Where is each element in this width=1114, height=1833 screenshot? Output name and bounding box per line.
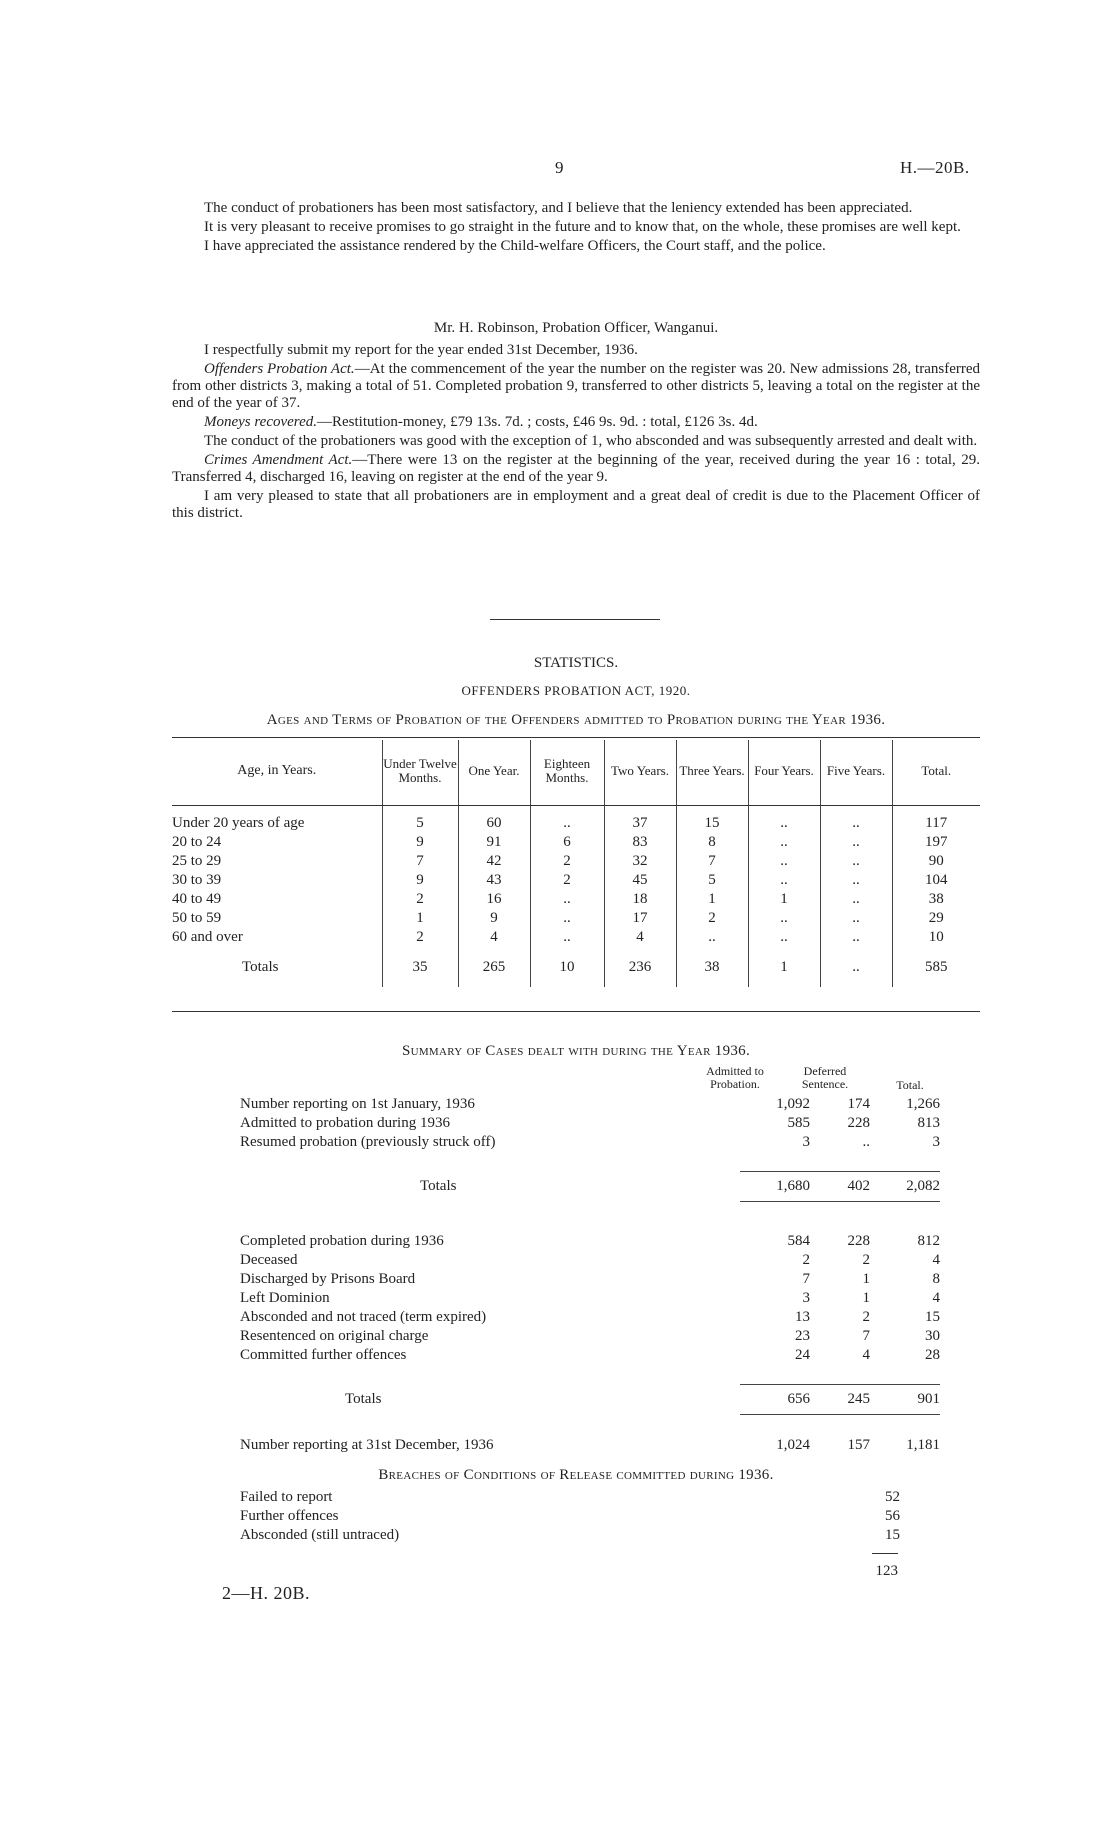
table-bottom-rule (172, 1011, 980, 1012)
cell-value: .. (820, 871, 892, 890)
col-header-deferred: Deferred Sentence. (801, 1064, 849, 1091)
cell-value: 174 (847, 1096, 870, 1112)
cell-value: 38 (892, 890, 980, 909)
cell-value: 812 (917, 1232, 940, 1249)
cell-value: 245 (810, 1384, 880, 1414)
cell-value: 9 (382, 833, 458, 852)
cell-value: 1 (748, 947, 820, 987)
cell-value: 4 (932, 1289, 940, 1306)
table-row (240, 1308, 940, 1327)
cell-value: 265 (458, 947, 530, 987)
row-label: Resumed probation (previously struck off) (240, 1134, 496, 1150)
cell-value: 157 (847, 1437, 870, 1453)
table-row (240, 1232, 940, 1251)
spacer-row (172, 802, 980, 814)
cell-value: 35 (382, 947, 458, 987)
cell-value: 28 (925, 1346, 940, 1363)
cell-value: 2 (676, 909, 748, 928)
cell-value: .. (530, 814, 604, 833)
row-label: Under 20 years of age (172, 815, 305, 831)
cell-value: 3 (932, 1134, 940, 1150)
sum-rule (872, 1553, 898, 1554)
cell-value: .. (820, 852, 892, 871)
cell-value: 6 (530, 833, 604, 852)
table-row (172, 814, 980, 833)
row-label: Failed to report (240, 1489, 333, 1505)
row-label: Further offences (240, 1508, 339, 1524)
cell-value: 1,266 (906, 1096, 940, 1112)
cell-value: 7 (676, 852, 748, 871)
cell-value: 15 (885, 1527, 900, 1543)
cell-value: 1 (748, 890, 820, 909)
spacer-row (240, 1365, 940, 1385)
totals-row (240, 1172, 940, 1202)
table-row (172, 890, 980, 909)
cell-value: 2 (802, 1251, 810, 1268)
intro-section (172, 200, 980, 257)
header-rule (172, 805, 980, 806)
cell-value: 8 (932, 1270, 940, 1287)
cell-value: 585 (892, 947, 980, 987)
cell-value: 45 (604, 871, 676, 890)
row-label: Number reporting at 31st December, 1936 (240, 1437, 494, 1453)
row-label: Committed further offences (240, 1346, 407, 1363)
paragraph (172, 361, 980, 412)
cell-value: .. (748, 852, 820, 871)
cell-value: 5 (676, 871, 748, 890)
paragraph-body: —At the commencement of the year the number on the register was 20. New admissions 28, transferred from other districts 3, making a total of 51. Completed probation 9, transferred to other districts 5, leaving a total on the register at the end of the year of 37. (172, 361, 980, 411)
table-row (240, 1526, 900, 1545)
cell-value: 2 (530, 871, 604, 890)
cell-value: .. (820, 947, 892, 987)
cell-value: 32 (604, 852, 676, 871)
breaches-total: 123 (875, 1563, 898, 1579)
cell-value: 656 (740, 1384, 810, 1414)
table-row (240, 1114, 940, 1133)
cell-value: 117 (892, 814, 980, 833)
table-row (240, 1251, 940, 1270)
cell-value: 1,181 (906, 1437, 940, 1453)
row-label: Discharged by Prisons Board (240, 1270, 416, 1287)
col-header: Five Years. (820, 740, 892, 802)
row-label: Deceased (240, 1251, 298, 1268)
table-row (240, 1327, 940, 1346)
page-number: 9 (555, 158, 564, 177)
cell-value: 17 (604, 909, 676, 928)
cell-value: 56 (885, 1508, 900, 1524)
cell-value: 2 (862, 1251, 870, 1268)
cell-value: .. (530, 928, 604, 947)
col-header: Three Years. (676, 740, 748, 802)
cell-value: .. (748, 871, 820, 890)
row-label: Totals (242, 958, 279, 975)
cell-value: 2 (382, 890, 458, 909)
paragraph-body: —There were 13 on the register at the beginning of the year, received during the year 16 : total, 29. Transferred 4, discharged 16, leaving on register at the end of the year 9. (172, 452, 981, 485)
cell-value: 4 (458, 928, 530, 947)
row-label: 25 to 29 (172, 853, 222, 869)
row-label: Completed probation during 1936 (240, 1232, 444, 1249)
cell-value: 7 (862, 1327, 870, 1344)
paragraph-lead: Moneys recovered. (204, 414, 317, 430)
cell-value: 1,092 (776, 1096, 810, 1112)
row-label: 30 to 39 (172, 872, 222, 888)
cell-value: 7 (382, 852, 458, 871)
summary-table (240, 1095, 940, 1458)
paragraph-body: —Restitution-money, £79 13s. 7d. ; costs, £46 9s. 9d. : total, £126 3s. 4d. (317, 414, 758, 430)
breaches-table (240, 1488, 900, 1545)
row-label: 20 to 24 (172, 834, 222, 850)
table-row (240, 1270, 940, 1289)
row-label: Absconded (still untraced) (240, 1527, 400, 1543)
row-label: Left Dominion (240, 1289, 330, 1306)
cell-value: 60 (458, 814, 530, 833)
cell-value: .. (748, 928, 820, 947)
cell-value: .. (820, 833, 892, 852)
row-label: Resentenced on original charge (240, 1327, 429, 1344)
cell-value: 3 (802, 1134, 810, 1150)
table-row (240, 1507, 900, 1526)
table-row (240, 1488, 900, 1507)
cell-value: 37 (604, 814, 676, 833)
ages-table (172, 740, 980, 987)
officer-heading-text: Mr. H. Robinson, Probation Officer, Wanganui. (433, 320, 719, 336)
paragraph: I respectfully submit my report for the year ended 31st December, 1936. (204, 342, 638, 358)
paragraph (172, 452, 980, 486)
table-row (240, 1289, 940, 1308)
closing-row (240, 1434, 940, 1458)
cell-value: 4 (604, 928, 676, 947)
cell-value: 2 (862, 1308, 870, 1325)
cell-value: 4 (862, 1346, 870, 1363)
cell-value: 13 (795, 1308, 810, 1325)
cell-value: 228 (847, 1115, 870, 1131)
cell-value: 38 (676, 947, 748, 987)
cell-value: 83 (604, 833, 676, 852)
row-label: Admitted to probation during 1936 (240, 1115, 450, 1131)
cell-value: 10 (530, 947, 604, 987)
cell-value: 23 (795, 1327, 810, 1344)
paragraph-lead: Crimes Amendment Act. (204, 452, 353, 468)
col-header: One Year. (458, 740, 530, 802)
cell-value: 813 (917, 1115, 940, 1131)
cell-value: 43 (458, 871, 530, 890)
table-row (172, 852, 980, 871)
cell-value: 236 (604, 947, 676, 987)
breaches-title: Breaches of Conditions of Release committed during 1936. (378, 1467, 774, 1483)
totals-row (172, 947, 980, 987)
cell-value: .. (530, 909, 604, 928)
col-header: Age, in Years. (237, 763, 317, 778)
paragraph: I am very pleased to state that all probationers are in employment and a great deal of credit is due to the Placement Officer of this district. (172, 488, 980, 521)
cell-value: 15 (676, 814, 748, 833)
cell-value: .. (820, 909, 892, 928)
act-title: OFFENDERS PROBATION ACT, 1920. (461, 683, 691, 698)
cell-value: 1 (862, 1289, 870, 1306)
cell-value: 8 (676, 833, 748, 852)
spacer-row (240, 1152, 940, 1172)
paragraph: It is very pleasant to receive promises to go straight in the future and to know that, on the whole, these promises are well kept. (204, 219, 961, 235)
cell-value: 90 (892, 852, 980, 871)
cell-value: 228 (847, 1232, 870, 1249)
section-divider (490, 619, 660, 620)
cell-value: .. (748, 833, 820, 852)
cell-value: 1 (676, 890, 748, 909)
cell-value: .. (748, 814, 820, 833)
paragraph (172, 414, 980, 431)
cell-value: 10 (892, 928, 980, 947)
cell-value: 7 (802, 1270, 810, 1287)
row-label: Number reporting on 1st January, 1936 (240, 1096, 475, 1112)
cell-value: .. (820, 928, 892, 947)
cell-value: .. (530, 890, 604, 909)
summary-title: Summary of Cases dealt with during the Year 1936. (401, 1043, 751, 1059)
statistics-title: STATISTICS. (533, 655, 619, 671)
cell-value: 584 (787, 1232, 810, 1249)
cell-value: 9 (382, 871, 458, 890)
cell-value: 91 (458, 833, 530, 852)
paragraph-lead: Offenders Probation Act. (204, 361, 355, 377)
cell-value: 52 (885, 1489, 900, 1505)
table-row (240, 1133, 940, 1152)
cell-value: 2 (530, 852, 604, 871)
cell-value: .. (676, 928, 748, 947)
footer-signature: 2—H. 20B. (222, 1583, 311, 1603)
col-header: Eighteen Months. (530, 740, 604, 802)
cell-value: .. (862, 1134, 870, 1150)
cell-value: .. (820, 890, 892, 909)
paragraph: The conduct of the probationers was good with the exception of 1, who absconded and was subsequently arrested and dealt with. (204, 433, 978, 449)
table-row (172, 833, 980, 852)
cell-value: 4 (932, 1251, 940, 1268)
cell-value: 29 (892, 909, 980, 928)
ages-table-title: Ages and Terms of Probation of the Offenders admitted to Probation during the Year 1936. (266, 712, 886, 728)
cell-value: 2 (382, 928, 458, 947)
cell-value: .. (820, 814, 892, 833)
row-label: 40 to 49 (172, 891, 222, 907)
table-top-rule (172, 737, 980, 738)
row-label: Absconded and not traced (term expired) (240, 1308, 487, 1325)
col-header: Four Years. (748, 740, 820, 802)
cell-value: 24 (795, 1346, 810, 1363)
table-row (172, 871, 980, 890)
cell-value: 1,024 (776, 1437, 810, 1453)
table-row (240, 1346, 940, 1365)
cell-value: 42 (458, 852, 530, 871)
col-header: Under Twelve Months. (382, 740, 458, 802)
cell-value: 9 (458, 909, 530, 928)
row-label: 50 to 59 (172, 910, 222, 926)
row-label: Totals (345, 1390, 382, 1407)
cell-value: 197 (892, 833, 980, 852)
cell-value: 585 (787, 1115, 810, 1131)
cell-value: .. (748, 909, 820, 928)
officer-heading (172, 320, 980, 337)
cell-value: 901 (880, 1384, 940, 1414)
paragraph: I have appreciated the assistance rendered by the Child-welfare Officers, the Court staff, and the police. (204, 238, 826, 254)
table-row (240, 1095, 940, 1114)
spacer-row (240, 1202, 940, 1232)
cell-value: 1 (382, 909, 458, 928)
cell-value: 18 (604, 890, 676, 909)
cell-value: 2,082 (880, 1172, 940, 1202)
cell-value: 15 (925, 1308, 940, 1325)
cell-value: 16 (458, 890, 530, 909)
cell-value: 30 (925, 1327, 940, 1344)
cell-value: 1 (862, 1270, 870, 1287)
cell-value: 402 (810, 1172, 880, 1202)
col-header: Total. (892, 740, 980, 802)
document-reference: H.—20B. (900, 158, 970, 177)
report-section (172, 342, 980, 524)
table-row (172, 909, 980, 928)
row-label: 60 and over (172, 929, 243, 945)
totals-row (240, 1384, 940, 1414)
col-header-admitted: Admitted to Probation. (706, 1064, 764, 1091)
table-row (172, 928, 980, 947)
col-header: Two Years. (604, 740, 676, 802)
spacer-row (240, 1414, 940, 1434)
cell-value: 104 (892, 871, 980, 890)
cell-value: 5 (382, 814, 458, 833)
col-header-total: Total. (896, 1078, 924, 1092)
cell-value: 3 (802, 1289, 810, 1306)
cell-value: 1,680 (740, 1172, 810, 1202)
paragraph: The conduct of probationers has been most satisfactory, and I believe that the leniency extended has been appreciated. (204, 200, 913, 216)
row-label: Totals (420, 1178, 457, 1194)
